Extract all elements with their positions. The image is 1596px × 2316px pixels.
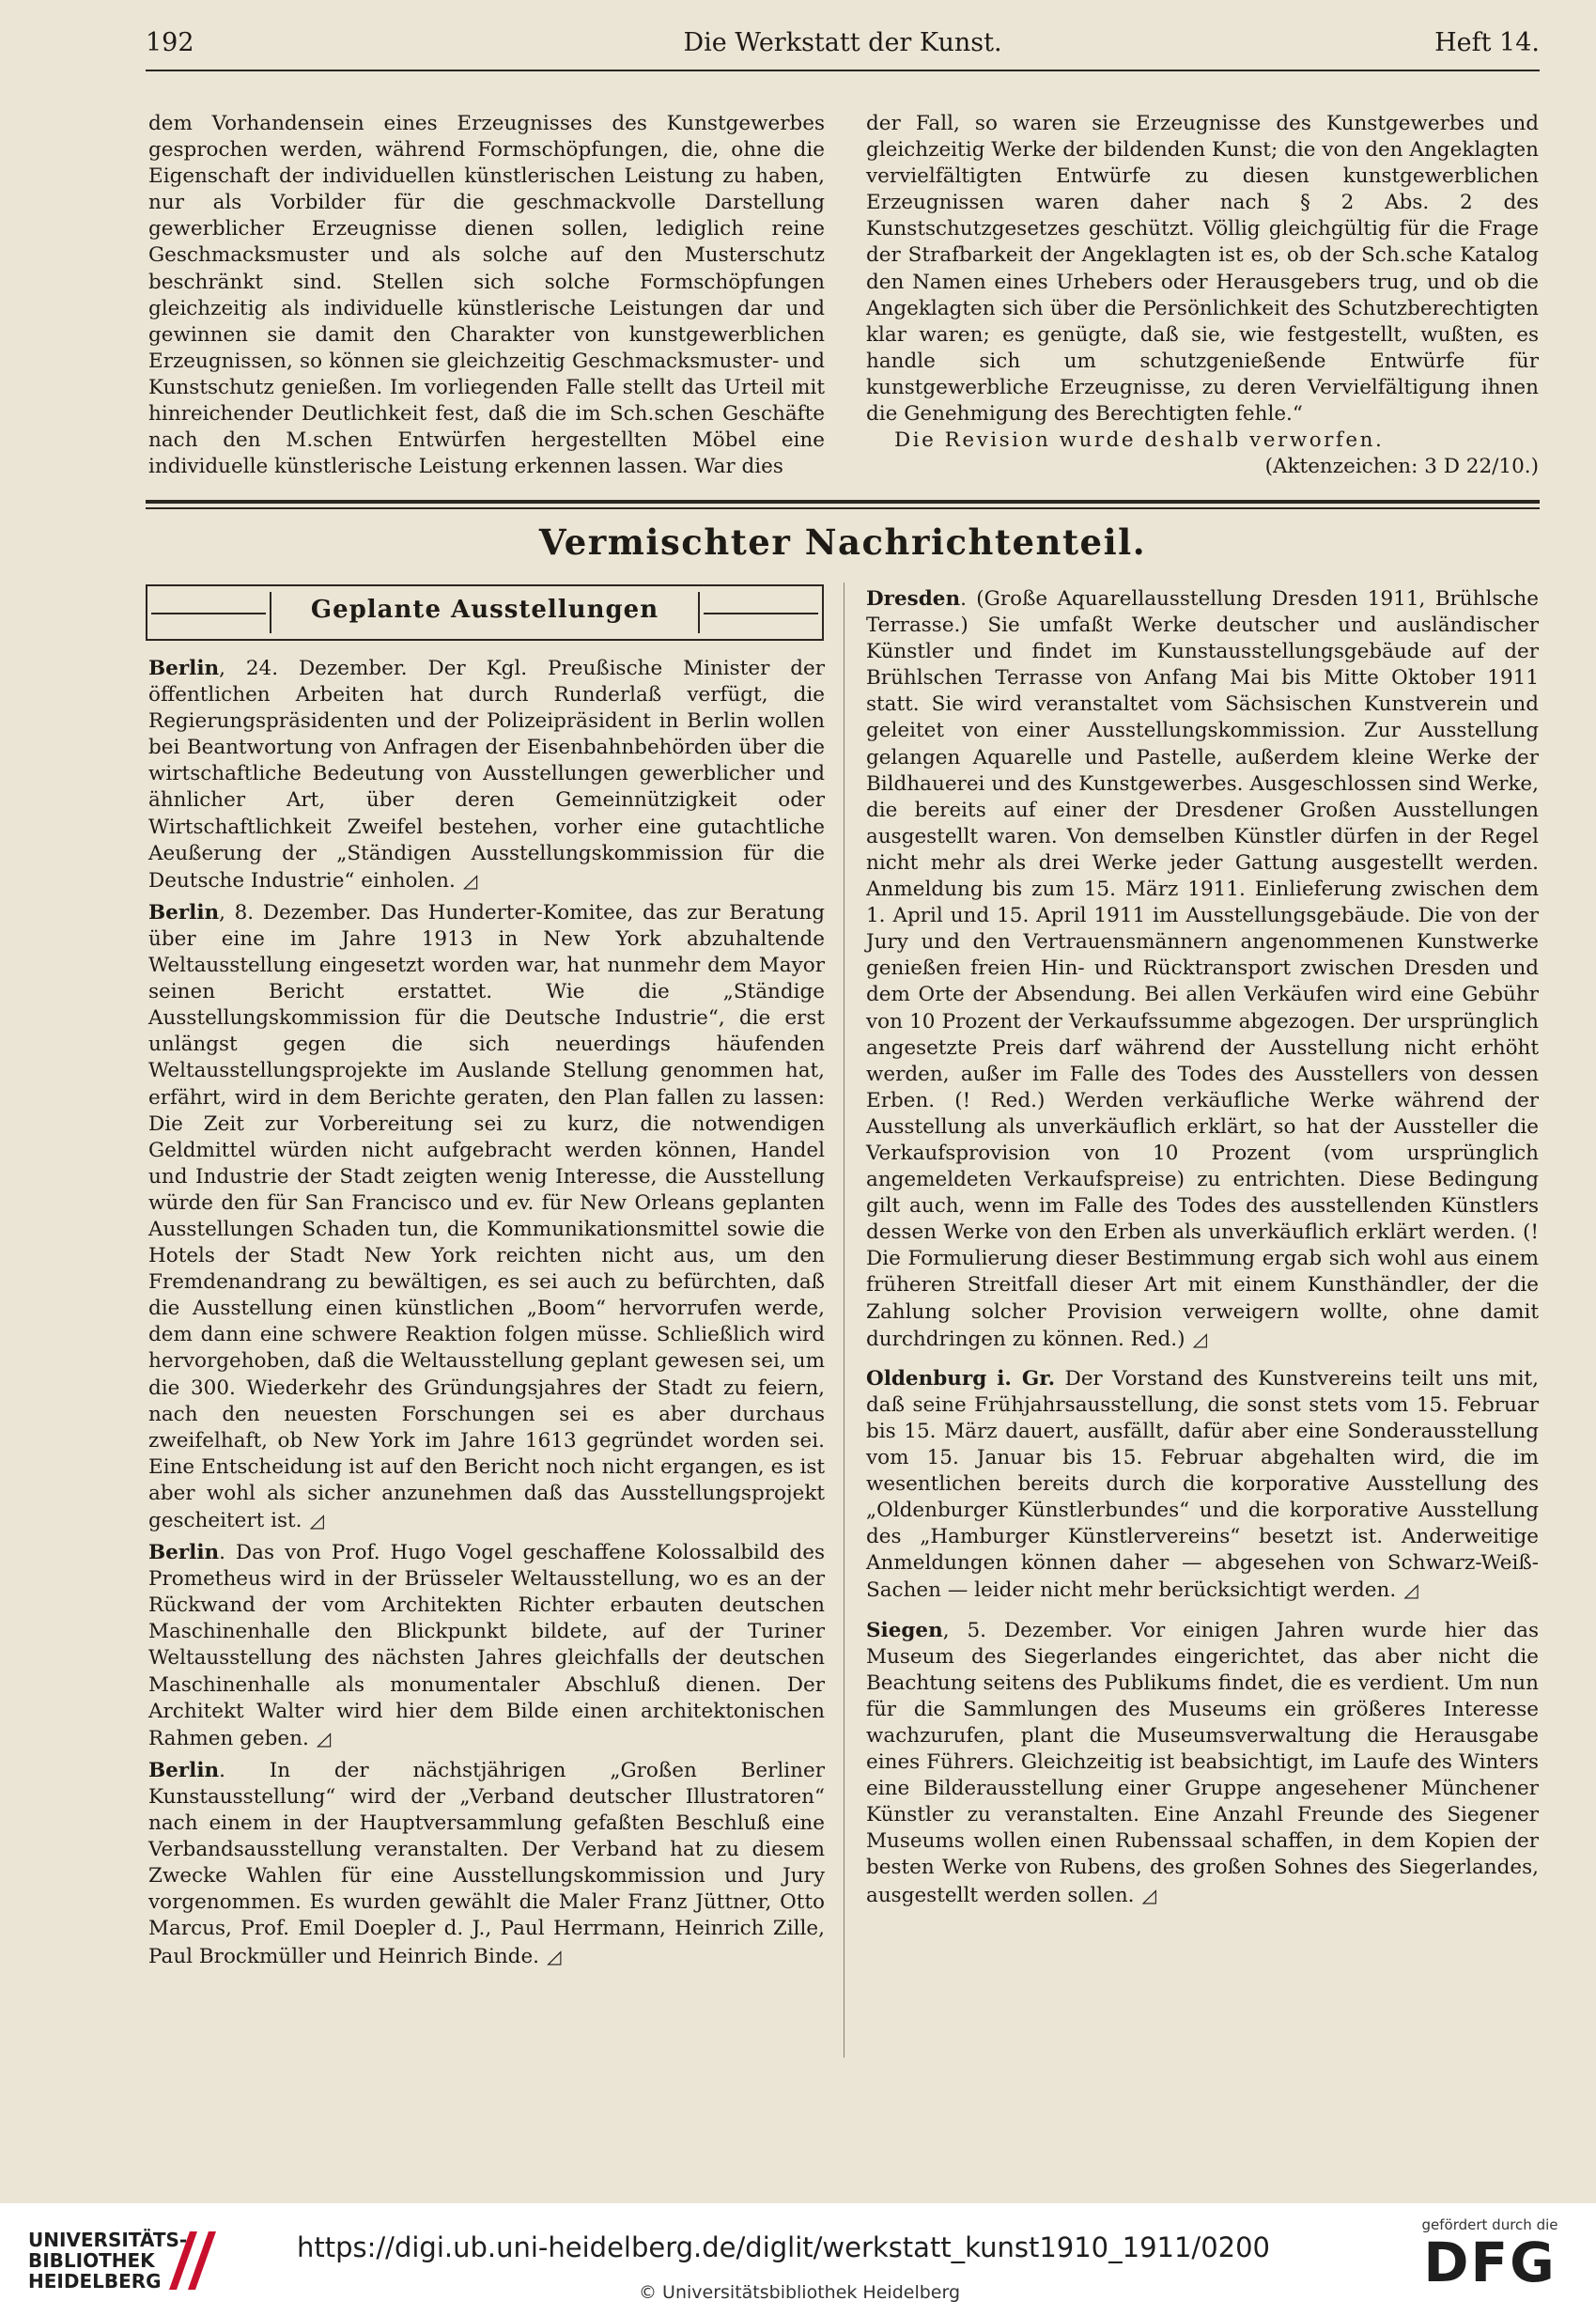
entry-place: Dresden [866,587,961,611]
entry-text: , 8. Dezember. Das Hunderter-Komitee, das zur Beratung über eine im Jahre 1913 in New York abzuhaltende Weltausstellung eingesetzt worden war, hat nunmehr dem Mayor seinen Bericht erstattet. Wie die „Ständige Ausstellungskommission für die Deutsche Industrie“, die erst unlängst gegen die sich neuerdings häufenden Weltausstellungsprojekte im Auslande Stellung genommen hat, erfährt, wird in dem Berichte geraten, den Plan fallen zu lassen: Die Zeit zur Vorbereitung sei zu kurz, die notwendigen Geldmittel würden nicht aufgebracht werden können, Handel und Industrie der Stadt zeigten wenig Interesse, die Ausstellung würde den für San Francisco und ev. für New Orleans geplanten Ausstellungen Schaden tun, die Kommunikationsmittel sowie die Hotels der Stadt New York reichten nicht aus, um den Fremdenandrang zu bewältigen, es sei auch zu befürchten, daß die Ausstellung einen künstlichen „Boom“ hervorrufen werde, dem dann eine schwere Reaktion folgen müsse. Schließlich wird hervorgehoben, daß die Weltausstellung geplant gewesen sei, um die 300. Wiederkehr des Gründungsjahres der Stadt zu feiern, nach den neuesten Forschungen sei es aber durchaus zweifelhaft, ob New York im Jahre 1613 gegründet worden sei. Eine Entscheidung ist auf den Bericht noch nicht ergangen, es ist aber wohl als sicher anzunehmen daß das Ausstellungsprojekt gescheitert ist. [148,900,825,1532]
section-rule-thin [146,507,1540,509]
box-ornament-line [151,613,266,614]
box-divider [698,592,700,633]
end-mark-icon: ◿ [1192,1327,1207,1350]
revision-line: Die Revision wurde deshalb verworfen. [894,428,1385,453]
end-mark-icon: ◿ [462,868,478,892]
entry-place: Berlin [148,657,220,680]
end-mark-icon: ◿ [547,1944,562,1967]
entry-place: Berlin [148,1758,220,1782]
page-header [146,28,1540,68]
continued-paragraph: dem Vorhandensein eines Erzeugnisses des Kunstgewerbes gesprochen werden, während Formschöpfungen, die, ohne die Eigenschaft der individuellen künstlerischen Leistung zu haben, nur als Vorbilder für die geschmackvolle Darstellung gewerblicher Erzeugnisse dienen sollen, lediglich reine Geschmacksmuster und als solche auf den Musterschutz beschränkt sind. Stellen sich solche Formschöpfungen gleichzeitig als individuelle künstlerische Leistungen dar und gewinnen sie damit den Charakter von kunstgewerblichen Erzeugnissen, so können sie gleichzeitig Geschmacksmuster- und Kunstschutz genießen. Im vorliegenden Falle stellt das Urteil mit hinreichender Deutlichkeit fest, daß die im Sch.schen Geschäfte nach den M.schen Entwürfen hergestellten Möbel eine individuelle künstlerische Leistung erkennen lassen. War dies [148,112,825,479]
entry-place: Berlin [148,900,220,925]
section-title: Vermischter Nachrichtenteil. [538,521,1147,563]
continued-paragraph: der Fall, so waren sie Erzeugnisse des Kunstgewerbes und gleichzeitig Werke der bildenden Kunst; die von den Angeklagten vervielfältigten Entwürfe zu diesen kunstgewerblichen Erzeugnissen waren daher nach § 2 Abs. 2 des Kunstschutzgesetzes geschützt. Völlig gleichgültig für die Frage der Strafbarkeit der Angeklagten ist es, ob der Sch.sche Katalog den Namen eines Urhebers oder Herausgebers trug, und ob die Angeklagten sich über die Persönlichkeit des Schutzberechtigten klar waren; es genügte, daß sie, wie festgestellt, wußten, es handle sich um schutzgenießende Entwürfe für kunstgewerbliche Erzeugnisse, zu deren Vervielfältigung ihnen die Genehmigung des Berechtigten fehle.“ [866,112,1539,427]
entry-place: Oldenburg i. Gr. [866,1366,1056,1391]
entry-place: Berlin [148,1541,220,1565]
entry-text: , 24. Dezember. Der Kgl. Preußische Minister der öffentlichen Arbeiten hat durch Runderlaß verfügt, die Regierungspräsidenten und der Polizeipräsident in Berlin wollen bei Beantwortung von Anfragen der Eisenbahnbehörden über die wirtschaftliche Bedeutung von Ausstellungen gewerblicher und ähnlicher Art, über deren Gemeinnützigkeit oder Wirtschaftlichkeit Zweifel bestehen, vorher eine gutachtliche Aeußerung der „Ständigen Ausstellungskommission für die Deutsche Industrie“ einholen. [148,657,825,893]
box-divider [270,592,271,633]
news-entry [148,1540,825,1752]
news-entry [866,586,1539,1353]
entry-text: . In der nächstjährigen „Großen Berliner Kunstausstellung“ wird der „Verband deutscher Illustratoren“ nach einem in der Hauptversammlung gefaßten Beschluß eine Verbandsausstellung veranstalten. Der Verband hat zu diesem Zwecke Wahlen für eine Ausstellungskommission und Jury vorgenommen. Es wurden gewählt die Maler Franz Jüttner, Otto Marcus, Prof. Emil Doepler d. J., Paul Herrmann, Heinrich Zille, Paul Brockmüller und Heinrich Binde. [148,1758,825,1968]
page-number: 192 [146,28,194,57]
subsection-title: Geplante Ausstellungen [310,596,659,624]
entry-text: . Das von Prof. Hugo Vogel geschaffene Kolossalbild des Prometheus wird in der Brüsseler Weltausstellung, wo es an der Rückwand der vom Architekten Richter erbauten deutschen Maschinenhalle den Blickpunkt bildete, auf der Turiner Weltausstellung des nächsten Jahres gleichfalls der deutschen Maschinenhalle als monumentaler Abschluß dienen. Der Architekt Walter wird hier dem Bilde einen architektonischen Rahmen geben. [148,1541,825,1750]
journal-title: Die Werkstatt der Kunst. [683,28,1002,57]
news-entry [148,900,825,1534]
aktenzeichen: (Aktenzeichen: 3 D 22/10.) [1264,455,1539,479]
permalink-url[interactable]: https://digi.ub.uni-heidelberg.de/diglit/werkstatt_kunst1910_1911/0200 [297,2231,1270,2263]
header-rule [146,70,1540,71]
dfg-note: gefördert durch die [1421,2216,1558,2233]
dfg-funding-logo[interactable] [1410,2216,1570,2307]
end-mark-icon: ◿ [309,1509,324,1531]
top-left-column [148,111,825,480]
news-right-column [866,581,1539,1909]
top-right-column [866,111,1539,480]
library-emblem-icon [160,2224,225,2299]
copyright-notice: © Universitätsbibliothek Heidelberg [639,2282,961,2303]
news-entry [148,1758,825,1970]
entry-text: , 5. Dezember. Vor einigen Jahren wurde hier das Museum des Siegerlandes eingerichtet, das aber nicht die Beachtung seitens des Publikums findet, die es verdient. Um nun für die Sammlungen des Museums ein größeres Interesse wachzurufen, plant die Museumsverwaltung die Herausgabe eines Führers. Gleichzeitig ist beabsichtigt, im Laufe des Winters eine Bilderausstellung einer Gruppe angesehener Münchener Künstler zu veranstalten. Eine Anzahl Freunde des Siegener Museums wollen einen Rubenssaal schaffen, in dem Kopien der besten Werke von Rubens, des großen Sohnes des Siegerlandes, ausgestellt werden sollen. [866,1618,1539,1907]
ub-heidelberg-logo[interactable] [28,2224,338,2299]
box-ornament-line [704,613,818,614]
entry-text: Der Vorstand des Kunstvereins teilt uns mit, daß seine Frühjahrsausstellung, die sonst stets vom 15. Februar bis 15. März dauert, ausfällt, dafür aber eine Sonderausstellung vom 15. Januar bis 15. Februar abgehalten wird, die im wesentlichen bereits durch die korporative Ausstellung des „Oldenburger Künstlerbundes“ und die korporative Ausstellung des „Hamburger Künstlervereins“ besetzt ist. Anderweitige Anmeldungen können daher — abgesehen von Schwarz-Weiß-Sachen — leider nicht mehr berücksichtigt werden. [866,1366,1540,1603]
news-left-column [148,650,825,1970]
end-mark-icon: ◿ [316,1726,332,1749]
entry-text: . (Große Aquarellausstellung Dresden 1911, Brühlsche Terrasse.) Sie umfaßt Werke deutscher und ausländischer Künstler und findet im Kunstausstellungsgebäude auf der Brühlschen Terrasse von Anfang Mai bis Mitte Oktober 1911 statt. Sie wird veranstaltet vom Sächsischen Kunstverein und geleitet von einer Ausstellungskommission. Zur Ausstellung gelangen Aquarelle und Pastelle, außerdem kleine Werke der Bildhauerei und des Kunstgewerbes. Ausgeschlossen sind Werke, die bereits auf einer der Dresdener Großen Ausstellungen ausgestellt waren. Von demselben Künstler dürfen in der Regel nicht mehr als drei Werke jeder Gattung ausgestellt werden. Anmeldung bis zum 15. März 1911. Einlieferung zwischen dem 1. April und 15. April 1911 im Ausstellungsgebäude. Die von der Jury und den Vertrauensmännern angenommenen Kunstwerke genießen freien Hin- und Rücktransport zwischen Dresden und dem Orte der Absendung. Bei allen Verkäufen wird eine Gebühr von 10 Prozent der Verkaufssumme abgezogen. Der ursprünglich angesetzte Preis darf während der Ausstellung nicht erhöht werden, außer im Falle des Todes des Ausstellers von dessen Erben. (! Red.) Werden verkäufliche Werke während der Ausstellung als unverkäuflich erklärt, so hat der Aussteller die Verkaufsprovision von 10 Prozent (vom ursprünglich angemeldeten Verkaufspreise) zu entrichten. Diese Bedingung gilt auch, wenn im Falle des Todes des ausstellenden Künstlers dessen Werke von den Erben als unverkäuflich erklärt werden. (! Die Formulierung dieser Bestimmung ergab sich wohl aus einem früheren Streitfall dieser Art mit einem Kunsthändler, der die Zahlung solcher Provision verweigern wollte, ohne damit durchdringen zu können. Red.) [866,587,1539,1351]
viewer-footer [0,2203,1596,2316]
news-entry [866,1618,1539,1909]
news-entry [866,1366,1539,1605]
end-mark-icon: ◿ [1141,1883,1156,1906]
subsection-box [146,584,824,641]
issue-label: Heft 14. [1434,28,1540,57]
section-rule [146,500,1540,504]
dfg-logo-text: DFG [1423,2231,1557,2294]
logo-text: UNIVERSITÄTS- BIBLIOTHEK HEIDELBERG [28,2229,188,2293]
end-mark-icon: ◿ [1403,1578,1418,1602]
entry-place: Siegen [866,1618,943,1642]
news-entry [148,656,825,894]
